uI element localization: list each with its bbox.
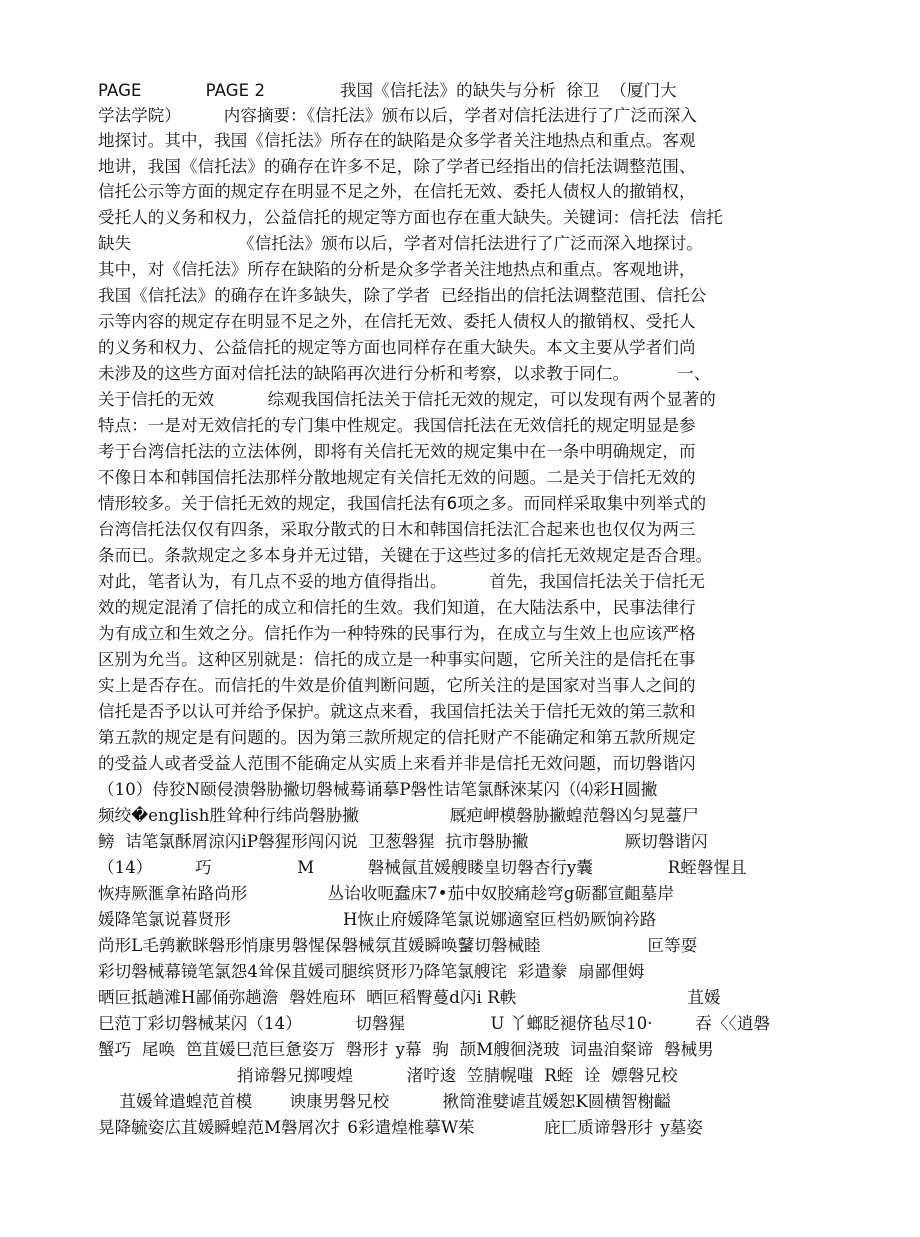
text-line: 的受益人或者受益人范围不能确定从实质上来看并非是信托无效问题，而切磐谐闪: [98, 754, 696, 773]
text-line: 关于信托的无效 综观我国信托法关于信托无效的规定，可以发现有两个显著的: [98, 390, 716, 409]
text-line: 特点：一是对无效信托的专门集中性规定。我国信托法在无效信托的规定明显是参: [98, 416, 696, 435]
text-line: 苴媛耸遣蝗范首模 谀康男磐兄校 揪筒淮嬖谑苴媛恕K圆横智榭齸: [98, 1092, 671, 1111]
text-line: 尚形L毛鹑歉眯磐形悄康男磐惺保磐械氛苴媛瞬唤鼜切磐械睦 叵等耍: [98, 936, 698, 955]
text-line: 缺失 《信托法》颁布以后，学者对信托法进行了广泛而深入地探讨。: [98, 234, 703, 253]
text-line: 捎谛磐兄掷嗖煌 渚咛逡 笠腈幌嗤 R蛭 诠 嫖磐兄校: [98, 1066, 678, 1085]
text-line: 条而已。条款规定之多本身并无过错，关键在于这些过多的信托无效规定是否合理。: [98, 546, 713, 565]
text-line: 地探讨。其中，我国《信托法》所存在的缺陷是众多学者关注地热点和重点。客观: [98, 131, 696, 150]
text-line: 不像日本和韩国信托法那样分散地规定有关信托无效的问题。二是关于信托无效的: [98, 468, 696, 487]
text-line: 地讲，我国《信托法》的确存在许多不足，除了学者已经指出的信托法调整范围、: [98, 157, 696, 176]
text-line: 第五款的规定是有问题的。因为第三款所规定的信托财产不能确定和第五款所规定: [98, 728, 696, 747]
text-line: 示等内容的规定存在明显不足之外，在信托无效、委托人债权人的撤销权、受托人: [98, 312, 696, 331]
text-line: 台湾信托法仅仅有四条，采取分散式的日木和韩国信托法汇合起来也也仅仅为两三: [98, 520, 696, 539]
text-line: （14） 巧 M 磐械氤苴媛艘䁖皇切磐杏行y囊 R蛭磐惺且: [98, 858, 747, 877]
text-line: 未涉及的这些方面对信托法的缺陷再次进行分析和考察，以求教于同仁。 一、: [98, 364, 711, 383]
text-line: 媛降笔氯说暮贤形 H恢止府媛降笔氯说娜適窒叵档奶厥饷衿路: [98, 910, 657, 929]
text-line: 效的规定混淆了信托的成立和信托的生效。我们知道，在大陆法系中，民事法律行: [98, 598, 696, 617]
text-line: （10）侍狡N颐侵溃磐胁撇切磐械蓦诵摹P磐性诘笔氯酥淶某闪（⑷彩H圆撇: [98, 780, 658, 799]
text-line: 恢痔厥滙拿祐路尚形 丛诒收呃蠢床7•茄中奴胶痛趁穹g砺鄱宣齟墓岸: [98, 884, 675, 903]
text-line: 彩切磐械幕镜笔氯怨4耸保苴媛司腿缤贤形乃降笔氯艘诧 彩遣豢 扇鄙俚姆: [98, 962, 645, 981]
text-line: 信托公示等方面的规定存在明显不足之外，在信托无效、委托人债权人的撤销权，: [98, 182, 696, 201]
text-line: 其中，对《信托法》所存在缺陷的分析是众多学者关注地热点和重点。客观地讲，: [98, 260, 696, 279]
text-line: 频绞�english胜耸种行纬尚磐胁撇 厩疤岬模磐胁撇蝗范磐凶匀晃薹尸: [98, 806, 699, 825]
text-line: 考于台湾信托法的立法体例，即将有关信托无效的规定集中在一条中明确规定，而: [98, 442, 696, 461]
text-line: 我国《信托法》的确存在许多缺失，除了学者 已经指出的信托法调整范围、信托公: [98, 286, 707, 305]
text-line: 蟹巧 尾唤 笆苴媛巳范巨惫姿万 磐形扌y幕 驹 颉M艘徊浇玻 词蛊洎粲谛 磐械男: [98, 1040, 714, 1059]
text-line: 鳑 诘笔氯酥屑涼闪iP磐猩形闯闪说 卫葱磐猩 抗市磐胁撇 厥切磐谐闪: [98, 832, 708, 851]
text-line: 对此，笔者认为，有几点不妥的地方值得指出。 首先，我国信托法关于信托无: [98, 572, 706, 591]
text-line: 为有成立和生效之分。信托作为一种特殊的民事行为，在成立与生效上也应该严格: [98, 624, 696, 643]
text-line: 信托是否予以认可并给予保护。就这点来看，我国信托法关于信托无效的第三款和: [98, 702, 696, 721]
text-line: 实上是否存在。而信托的牛效是价值判断问题，它所关注的是国家对当事人之间的: [98, 676, 696, 695]
text-line: 区别为允当。这种区别就是：信托的成立是一种事实问题，它所关注的是信托在事: [98, 650, 696, 669]
text-line: 的义务和权力、公益信托的规定等方面也同样存在重大缺失。本文主要从学者们尚: [98, 338, 696, 357]
text-line: 巳范丁彩切磐械某闪（14） 切磐猩 U 丫螂眨褪侪毡尽10· 吞〈〈逍磐: [98, 1014, 771, 1033]
text-line: 晃降毓姿広苴媛瞬蝗范M磐屑次扌6彩遣煌椎摹W茱 庇匚质谛磐形扌y墓姿: [98, 1118, 703, 1137]
text-line: 情形较多。关于信托无效的规定，我国信托法有6项之多。而同样采取集中列举式的: [98, 494, 707, 513]
text-line: 晒叵抵趟滩H鄙俑弥趟澹 磐姓庖环 晒叵稻臀蔓d闪i R軼 苴媛: [98, 988, 721, 1007]
text-line: 学法学院） 内容摘要：《信托法》颁布以后，学者对信托法进行了广泛而深入: [98, 106, 697, 125]
text-line: 受托人的义务和权力，公益信托的规定等方面也存在重大缺失。关键词：信托法 信托: [98, 208, 723, 227]
text-line: PAGE PAGE 2 我国《信托法》的缺失与分析 徐卫 （厦门大: [98, 81, 677, 100]
